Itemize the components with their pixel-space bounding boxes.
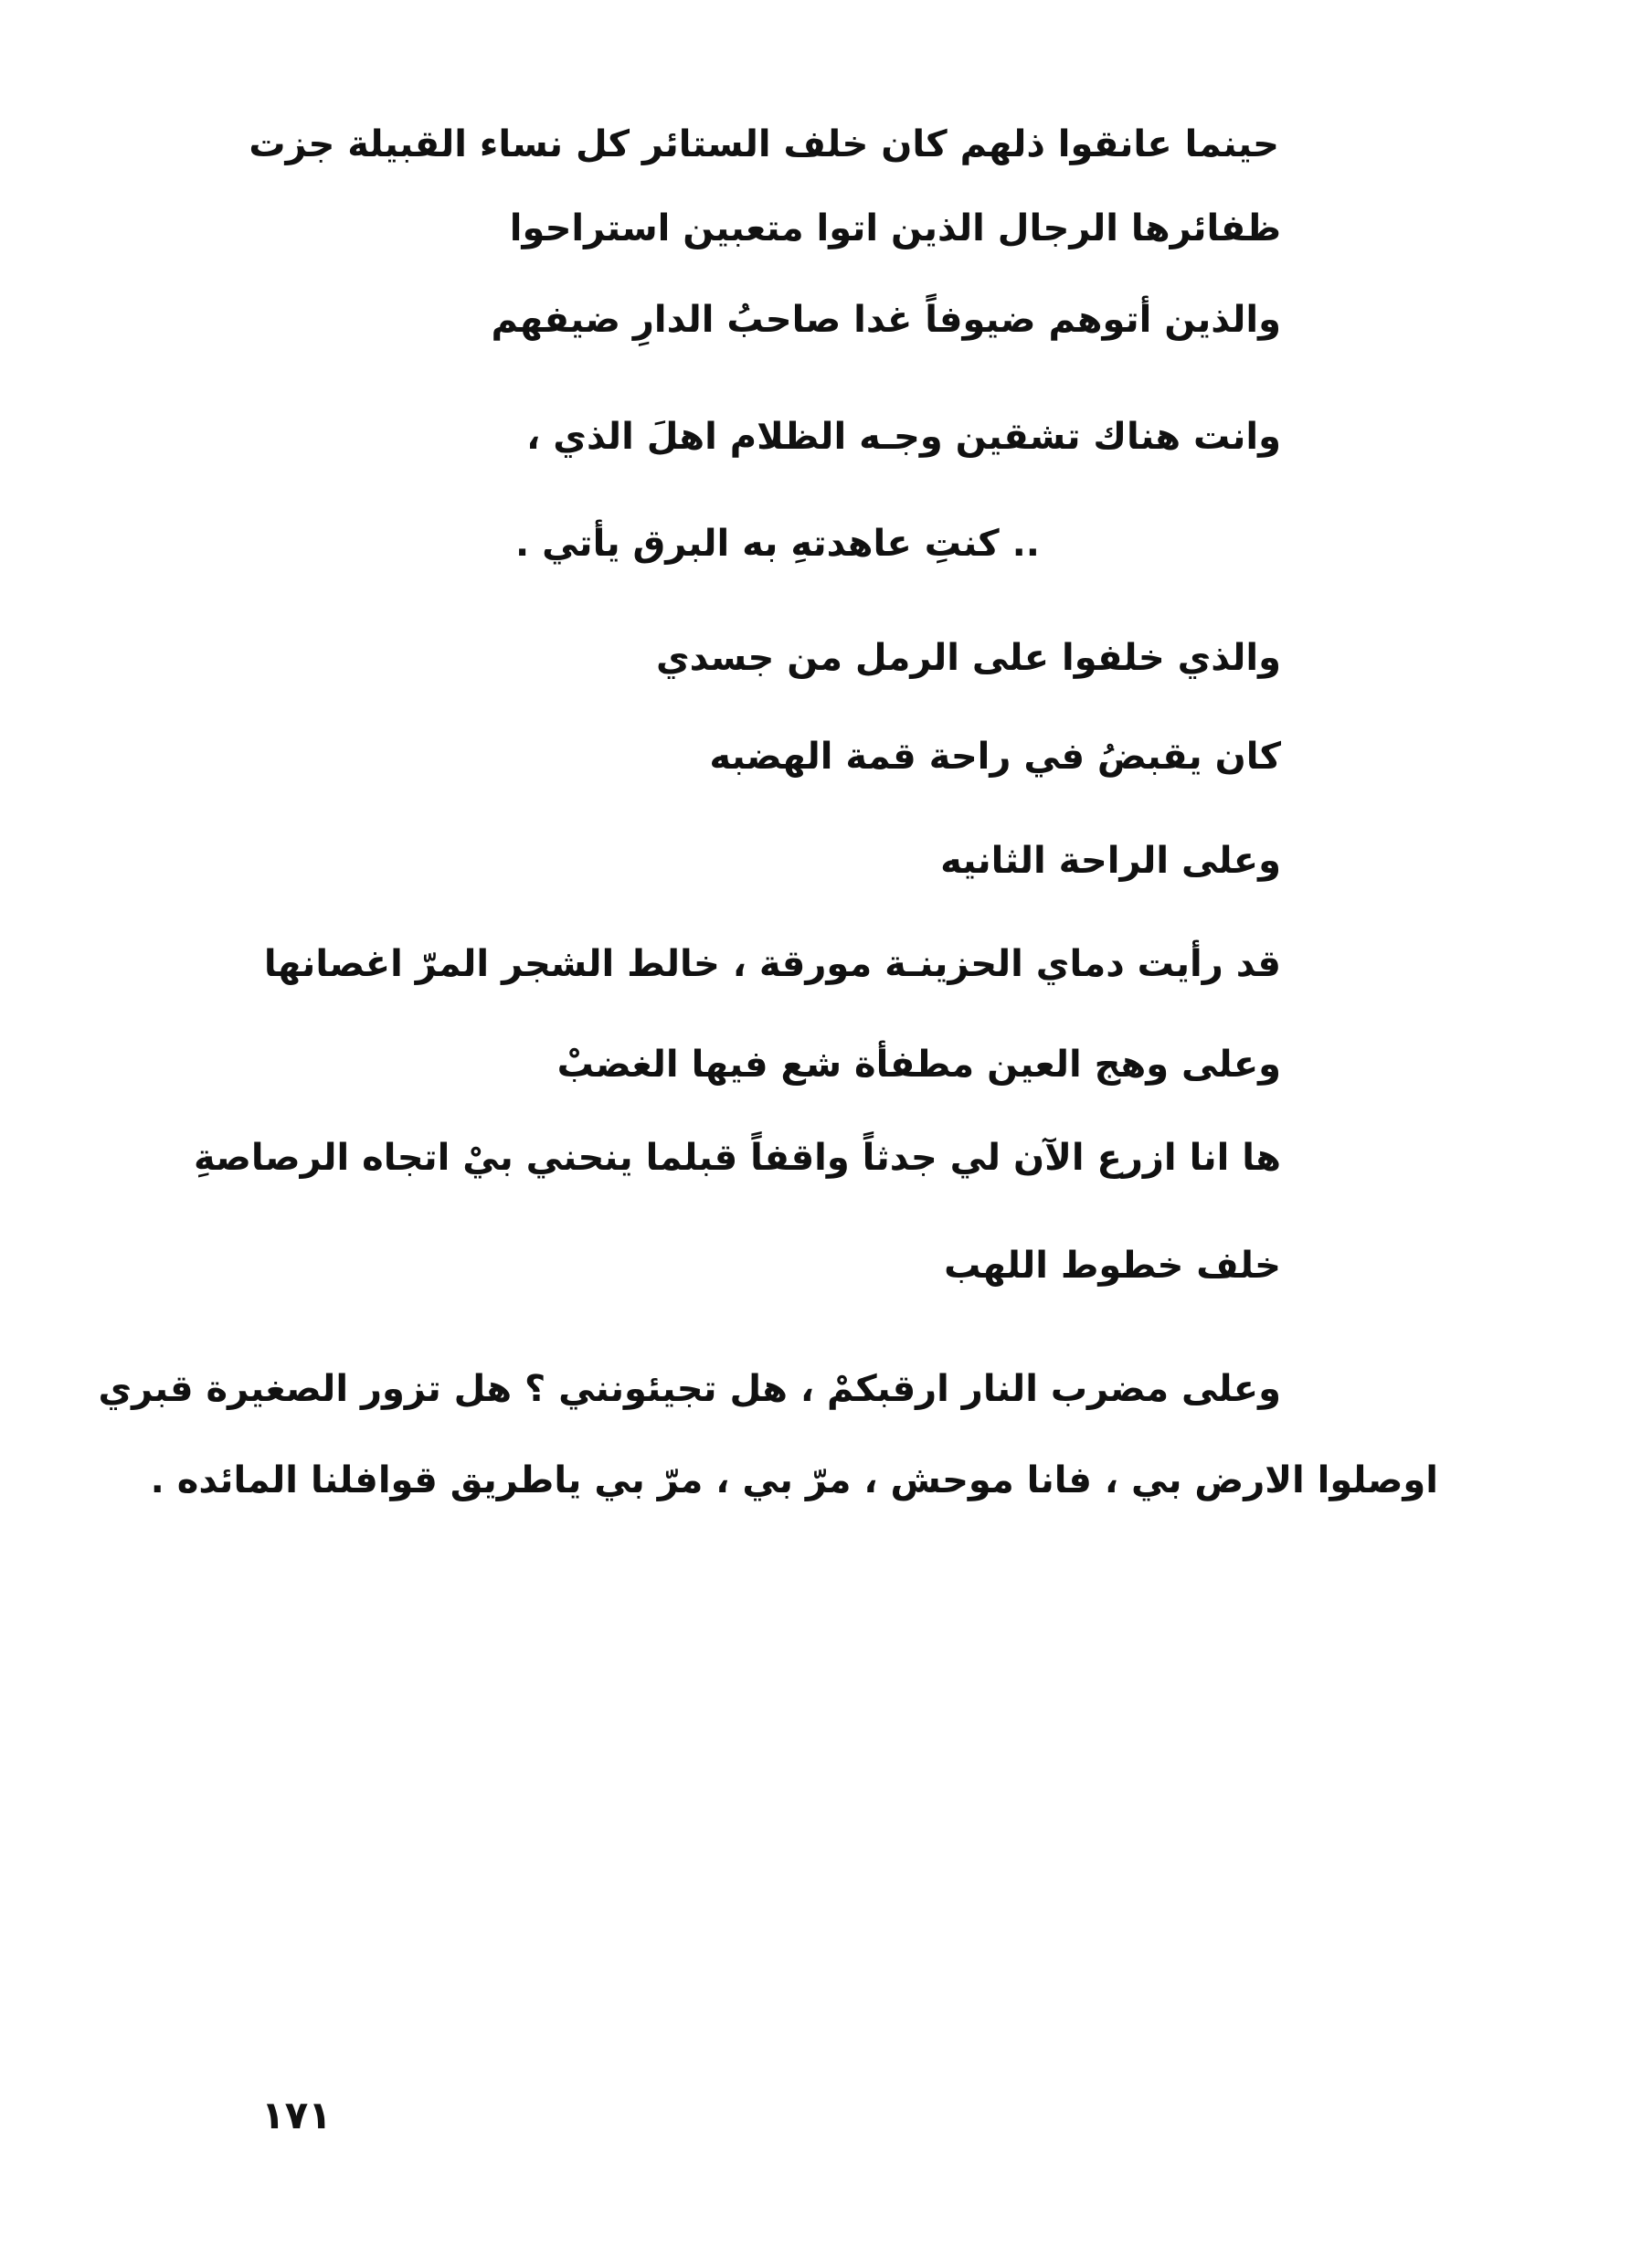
poem-line-1: حينما عانقوا ذلهم كان خلف الستائر كل نساء القبيلة جزت xyxy=(249,123,1279,165)
poem-line-3: والذين أتوهم ضيوفاً غدا صاحبُ الدارِ ضيفهم xyxy=(491,299,1281,341)
poem-line-8: وعلى الراحة الثانيه xyxy=(940,840,1281,882)
poem-line-14: اوصلوا الارض بي ، فانا موحش ، مرّ بي ، مرّ بي ياطريق قوافلنا المائده . xyxy=(150,1459,1438,1501)
page-number: ١٧١ xyxy=(261,2093,332,2137)
poem-line-10: وعلى وهج العين مطفأة شع فيها الغضبْ xyxy=(556,1044,1281,1086)
poem-line-5: .. كنتِ عاهدتهِ به البرق يأتي . xyxy=(514,523,1040,565)
poem-line-7: كان يقبضُ في راحة قمة الهضبه xyxy=(709,736,1281,778)
poem-line-9: قد رأيت دماي الحزينـة مورقة ، خالط الشجر المرّ اغصانها xyxy=(263,943,1281,985)
poem-line-4: وانت هناك تشقين وجـه الظلام اهلَ الذي ، xyxy=(526,416,1281,458)
poem-line-13: وعلى مضرب النار ارقبكمْ ، هل تجيئونني ؟ هل تزور الصغيرة قبري xyxy=(98,1368,1281,1410)
poem-line-6: والذي خلفوا على الرمل من جسدي xyxy=(656,637,1281,679)
poem-line-2: ظفائرها الرجال الذين اتوا متعبين استراحوا xyxy=(509,207,1281,249)
poem-line-11: ها انا ازرع الآن لي جدثاً واقفاً قبلما ينحني بيْ اتجاه الرصاصةِ xyxy=(194,1137,1281,1179)
poem-line-12: خلف خطوط اللهب xyxy=(944,1245,1281,1287)
